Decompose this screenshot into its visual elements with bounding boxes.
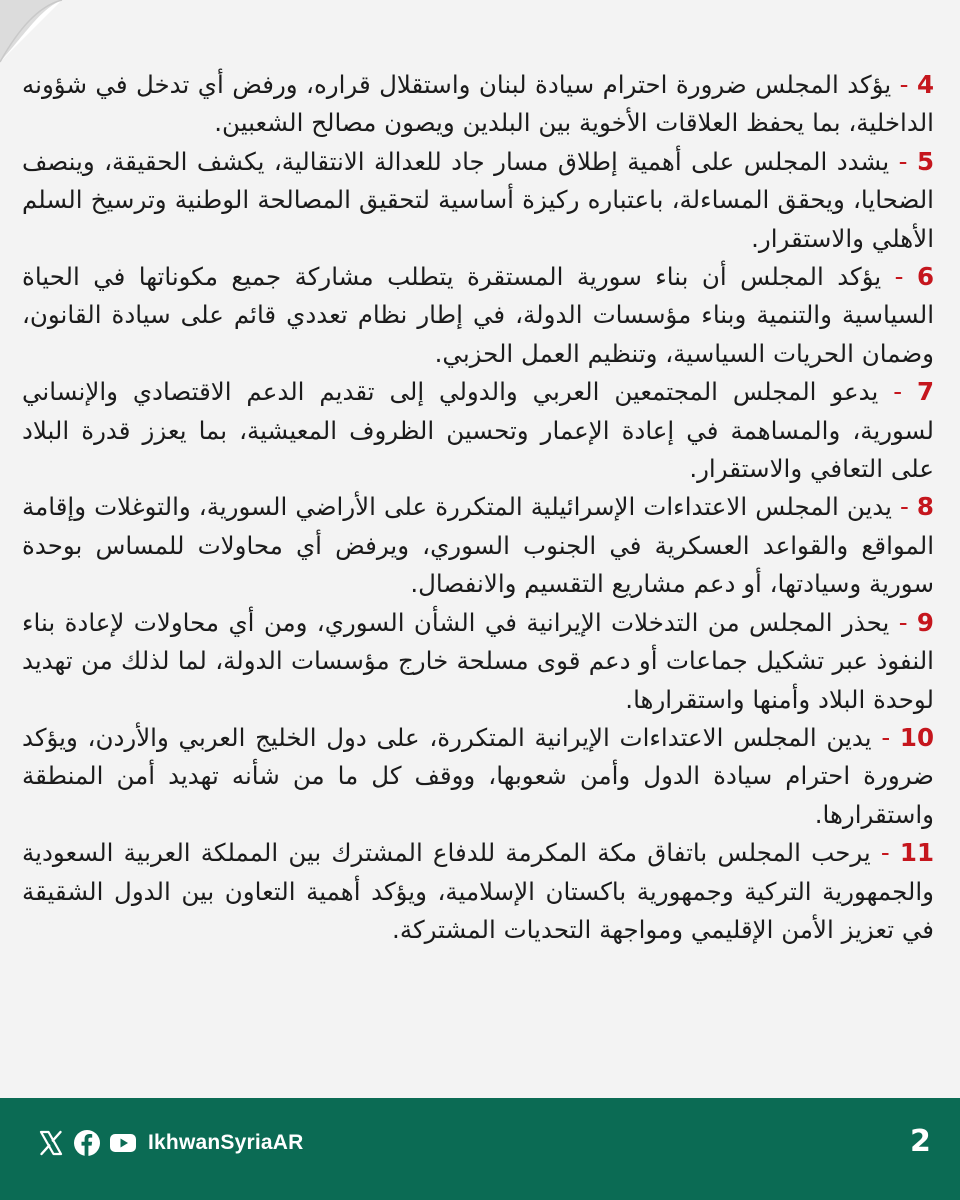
item-text: يؤكد المجلس أن بناء سورية المستقرة يتطلب مشاركة جميع مكوناتها في الحياة السياسية والتنمية وبناء مؤسسات الدولة، في إطار نظام تعددي قائم على سيادة القانون، وضمان الحريات السياسية، وتنظيم العمل الحزبي. bbox=[22, 262, 934, 368]
item-text: يدعو المجلس المجتمعين العربي والدولي إلى تقديم الدعم الاقتصادي والإنساني لسورية، والمساهمة في إعادة الإعمار وتحسين الظروف المعيشية، بما يعزز قدرة البلاد على التعافي والاستقرار. bbox=[22, 377, 934, 484]
social-links bbox=[36, 1126, 304, 1160]
item-text: يدين المجلس الاعتداءات الإسرائيلية المتكررة على الأراضي السورية، والتوغلات وإقامة المواقع والقواعد العسكرية في الجنوب السوري، ويرفض أي محاولات للمساس بوحدة سورية وسيادتها، أو دعم مشاريع التقسيم والانفصال. bbox=[22, 492, 934, 599]
item-dash: - bbox=[899, 70, 909, 99]
item-number: 9 bbox=[916, 607, 934, 637]
item-number: 10 bbox=[899, 722, 934, 752]
item-number: 11 bbox=[899, 838, 935, 868]
x-icon[interactable] bbox=[36, 1128, 66, 1158]
item-text: يحذر المجلس من التدخلات الإيرانية في الشأن السوري، ومن أي محاولات لإعادة بناء النفوذ عبر تشكيل جماعات أو دعم قوى مسلحة خارج مؤسسات الدولة، لما لذلك من تهديد لوحدة البلاد وأمنها واستقرارها. bbox=[22, 607, 934, 714]
statement-item-7 bbox=[22, 373, 934, 488]
item-text: يشدد المجلس على أهمية إطلاق مسار جاد للعدالة الانتقالية، يكشف الحقيقة، وينصف الضحايا، ويحقق المساءلة، باعتباره ركيزة أساسية لتحقيق المصالحة الوطنية وترسيخ السلم الأهلي والاستقرار. bbox=[22, 146, 934, 253]
page-curl-decoration bbox=[0, 0, 70, 70]
facebook-icon[interactable] bbox=[72, 1128, 102, 1158]
item-number: 6 bbox=[916, 262, 935, 292]
item-text: يؤكد المجلس ضرورة احترام سيادة لبنان واستقلال قراره، ورفض أي تدخل في شؤونه الداخلية، بما يحفظ العلاقات الأخوية بين البلدين ويصون مصالح الشعبين. bbox=[22, 70, 934, 138]
page-number: 2 bbox=[910, 1124, 931, 1159]
item-number: 8 bbox=[916, 492, 934, 522]
youtube-icon[interactable] bbox=[108, 1128, 138, 1158]
statement-item-9 bbox=[22, 604, 934, 719]
item-number: 7 bbox=[916, 377, 934, 407]
item-number: 4 bbox=[916, 70, 935, 99]
item-text: يدين المجلس الاعتداءات الإيرانية المتكررة، على دول الخليج العربي والأردن، ويؤكد ضرورة احترام سيادة الدول وأمن شعوبها، ووقف كل ما من شأنه تهديد أمن المنطقة واستقرارها. bbox=[22, 722, 934, 829]
item-text: يرحب المجلس باتفاق مكة المكرمة للدفاع المشترك بين المملكة العربية السعودية والجمهورية التركية وجمهورية باكستان الإسلامية، ويؤكد أهمية التعاون بين الدول الشقيقة في تعزيز الأمن الإقليمي ومواجهة التحديات المشتركة. bbox=[22, 838, 934, 944]
statement-body bbox=[22, 66, 934, 1096]
item-dash: - bbox=[900, 492, 909, 522]
item-number: 5 bbox=[916, 146, 934, 176]
statement-item-5 bbox=[22, 143, 934, 258]
item-dash: - bbox=[898, 607, 908, 637]
item-dash: - bbox=[898, 146, 908, 176]
item-dash: - bbox=[880, 838, 890, 868]
item-dash: - bbox=[893, 377, 903, 407]
item-dash: - bbox=[894, 262, 904, 292]
footer-bar bbox=[0, 1098, 960, 1200]
social-handle[interactable]: IkhwanSyriaAR bbox=[148, 1131, 304, 1154]
item-dash: - bbox=[881, 722, 891, 752]
statement-item-10 bbox=[22, 719, 934, 834]
statement-item-8 bbox=[22, 488, 934, 603]
statement-item-4 bbox=[22, 66, 934, 143]
statement-item-11 bbox=[22, 834, 934, 949]
statement-item-6 bbox=[22, 258, 934, 373]
